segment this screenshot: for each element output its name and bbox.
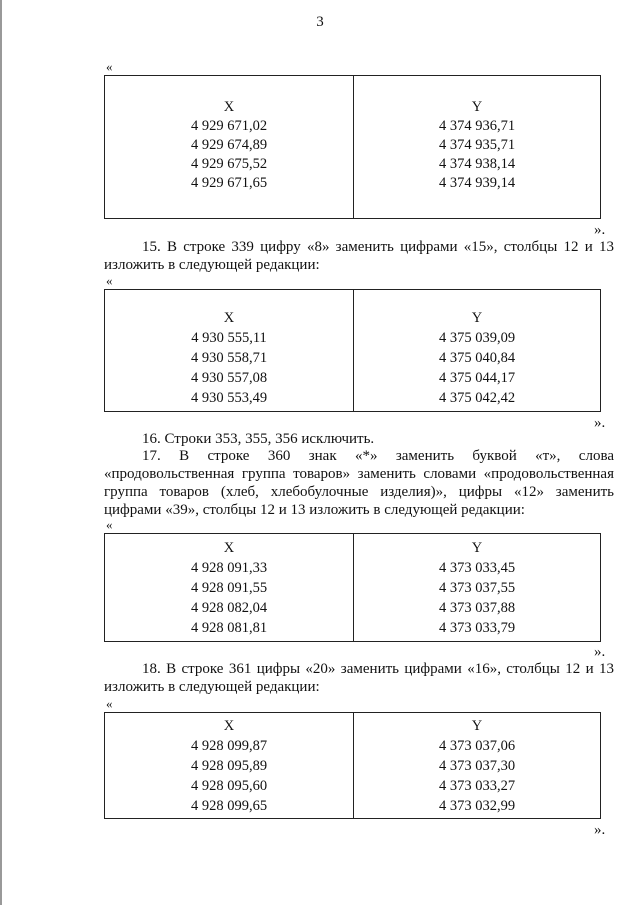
x-header: X (223, 310, 235, 326)
coordinates-table-3 (104, 533, 601, 642)
coordinates-table-1 (104, 75, 601, 219)
coordinates-table-4 (104, 712, 601, 819)
close-quote: ». (594, 222, 606, 238)
y-value: 4 375 039,09 (438, 330, 516, 346)
y-value: 4 374 935,71 (438, 137, 516, 153)
y-value: 4 373 037,88 (438, 600, 516, 616)
x-value: 4 930 553,49 (190, 390, 268, 406)
y-header: Y (471, 540, 483, 556)
x-value: 4 929 671,65 (190, 175, 268, 191)
y-column (353, 76, 601, 218)
y-header: Y (471, 310, 483, 326)
x-value: 4 930 558,71 (190, 350, 268, 366)
x-header: X (223, 99, 235, 115)
x-value: 4 929 674,89 (190, 137, 268, 153)
x-value: 4 929 675,52 (190, 156, 268, 172)
x-value: 4 928 082,04 (190, 600, 268, 616)
x-value: 4 928 099,87 (190, 738, 268, 754)
scan-left-edge (0, 0, 2, 905)
x-value: 4 928 081,81 (190, 620, 268, 636)
x-value: 4 930 557,08 (190, 370, 268, 386)
y-value: 4 374 938,14 (438, 156, 516, 172)
y-value: 4 373 032,99 (438, 798, 516, 814)
open-quote: « (106, 517, 113, 532)
x-column (105, 713, 354, 818)
paragraph-15: 15. В строке 339 цифру «8» заменить цифрами «15», столбцы 12 и 13 изложить в следующей редакции: (104, 239, 614, 273)
y-value: 4 375 044,17 (438, 370, 516, 386)
x-header: X (223, 540, 235, 556)
y-column (353, 290, 601, 411)
y-column (353, 713, 601, 818)
y-value: 4 373 033,45 (438, 560, 516, 576)
open-quote: « (106, 273, 113, 288)
x-value: 4 928 095,60 (190, 778, 268, 794)
open-quote: « (106, 696, 113, 711)
x-column (105, 290, 354, 411)
x-column (105, 76, 354, 218)
y-value: 4 373 037,55 (438, 580, 516, 596)
y-header: Y (471, 99, 483, 115)
open-quote: « (106, 59, 113, 74)
coordinates-table-2 (104, 289, 601, 412)
close-quote: ». (594, 822, 606, 838)
x-value: 4 928 099,65 (190, 798, 268, 814)
x-value: 4 928 091,33 (190, 560, 268, 576)
paragraph-17: 17. В строке 360 знак «*» заменить буквой «т», слова «продовольственная группа товаров» заменить словами «продовольственная группа товаров (хлеб, хлебобулочные изделия)», цифры «12» заменить цифрами «39», столбцы 12 и 13 изложить в следующей редакции: (104, 448, 614, 518)
y-value: 4 375 042,42 (438, 390, 516, 406)
close-quote: ». (594, 415, 606, 431)
x-column (105, 534, 354, 641)
paragraph-18: 18. В строке 361 цифры «20» заменить цифрами «16», столбцы 12 и 13 изложить в следующей редакции: (104, 661, 614, 695)
y-value: 4 373 037,30 (438, 758, 516, 774)
y-value: 4 373 033,27 (438, 778, 516, 794)
y-value: 4 374 936,71 (438, 118, 516, 134)
x-value: 4 928 095,89 (190, 758, 268, 774)
y-value: 4 375 040,84 (438, 350, 516, 366)
page-number: 3 (316, 14, 324, 30)
y-header: Y (471, 718, 483, 734)
y-value: 4 373 033,79 (438, 620, 516, 636)
close-quote: ». (594, 644, 606, 660)
x-value: 4 928 091,55 (190, 580, 268, 596)
x-value: 4 930 555,11 (191, 330, 267, 346)
y-value: 4 373 037,06 (438, 738, 516, 754)
y-value: 4 374 939,14 (438, 175, 516, 191)
paragraph-16: 16. Строки 353, 355, 356 исключить. (142, 431, 375, 447)
x-value: 4 929 671,02 (190, 118, 268, 134)
x-header: X (223, 718, 235, 734)
y-column (353, 534, 601, 641)
